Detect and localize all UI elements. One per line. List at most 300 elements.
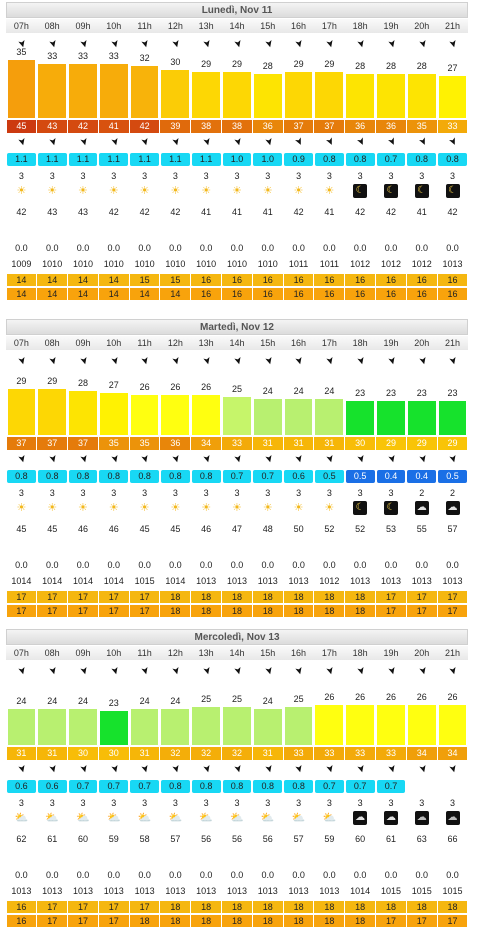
temperature-value: 24 (262, 696, 273, 706)
pressure-value: 1013 (411, 576, 432, 586)
wind-value: 3 (142, 798, 148, 808)
temperature-row (6, 681, 468, 745)
uv-cell (222, 780, 253, 793)
temperature-bar (8, 709, 36, 745)
wind-value: 3 (419, 171, 425, 181)
sea-temp-value: 16 (376, 274, 406, 286)
temperature-bar (8, 60, 36, 118)
temperature-cell (222, 681, 253, 745)
perceived-cell (406, 437, 437, 450)
wind-value: 3 (388, 798, 394, 808)
sea-cell (37, 605, 68, 617)
sea-cell (345, 605, 376, 617)
hour-label: 17h (321, 21, 337, 31)
rain-value: 0.0 (199, 560, 213, 570)
arrow-down-icon: ➤ (415, 763, 429, 775)
direction-cell (191, 38, 222, 52)
sea-temp-value: 17 (376, 591, 406, 603)
perceived-value: 33 (376, 747, 406, 760)
wind-value: 3 (296, 171, 302, 181)
direction-cell (222, 38, 253, 52)
uv-value: 0.7 (377, 153, 406, 166)
direction-cell (37, 763, 68, 777)
pressure-value: 1013 (257, 886, 278, 896)
sea-cell (222, 274, 253, 286)
temperature-bar (69, 64, 97, 118)
temperature-bar (161, 70, 189, 118)
temperature-bar (408, 401, 436, 435)
sea-temp-value: 18 (284, 915, 314, 927)
direction-cell (437, 136, 468, 150)
arrow-down-icon: ➤ (138, 763, 152, 775)
humidity-value: 48 (262, 524, 273, 534)
direction-cell (376, 453, 407, 467)
perceived-cell (345, 120, 376, 133)
rain-value: 0.0 (138, 560, 151, 570)
perceived-cell (191, 120, 222, 133)
direction-cell (222, 763, 253, 777)
uv-value: 0.8 (346, 153, 375, 166)
perceived-row (6, 120, 468, 133)
temperature-value: 28 (77, 378, 88, 388)
moon-cloud-icon: ☁ (447, 502, 458, 513)
temperature-cell (6, 681, 37, 745)
moon-cloud-icon: ☁ (385, 812, 396, 823)
arrow-down-icon: ➤ (415, 453, 429, 465)
uv-cell (98, 470, 129, 483)
temperature-cell (191, 371, 222, 435)
perceived-value: 38 (191, 120, 221, 133)
uv-cell (283, 153, 314, 166)
hour-label: 09h (75, 338, 91, 348)
moon-icon: ☾ (415, 184, 429, 198)
humidity-value: 60 (355, 834, 366, 844)
pressure-value: 1010 (165, 259, 186, 269)
sea-temp-value: 16 (314, 288, 344, 300)
direction-cell (376, 136, 407, 150)
sea-temp-value: 17 (7, 591, 37, 603)
uv-value: 1.1 (69, 153, 98, 166)
direction-cell (37, 136, 68, 150)
sun-icon: ☀ (16, 502, 27, 514)
hour-label: 07h (13, 21, 29, 31)
uv-cell (406, 780, 437, 793)
pressure-value: 1010 (72, 259, 93, 269)
temperature-cell (222, 54, 253, 118)
sea-cell (345, 915, 376, 927)
icon-cell (437, 184, 468, 200)
humidity-value: 57 (447, 524, 458, 534)
arrow-down-icon: ➤ (77, 38, 90, 50)
perceived-value: 37 (37, 437, 67, 450)
uv-value: 0.7 (69, 780, 98, 793)
uv-row (6, 470, 468, 483)
sea-temp-value: 16 (284, 274, 314, 286)
arrow-down-icon: ➤ (231, 136, 244, 148)
perceived-value: 39 (160, 120, 190, 133)
direction-cell (252, 136, 283, 150)
temperature-cell (437, 681, 468, 745)
rain-value: 0.0 (446, 870, 459, 880)
sea-cell (37, 901, 68, 913)
temperature-value: 26 (139, 382, 150, 392)
temperature-cell (406, 371, 437, 435)
sea-cell (129, 901, 160, 913)
sea-cell (437, 591, 468, 603)
sea-temp-row-2 (6, 288, 468, 300)
day-title: Martedì, Nov 12 (6, 319, 468, 335)
rain-value: 0.0 (169, 870, 182, 880)
rain-value: 0.0 (323, 560, 336, 570)
pressure-value: 1011 (288, 259, 309, 269)
pressure-row (6, 885, 468, 897)
perceived-cell (222, 120, 253, 133)
sea-temp-value: 16 (407, 274, 437, 286)
arrow-down-icon: ➤ (415, 355, 429, 367)
rain-value: 0.0 (169, 243, 182, 253)
perceived-value: 31 (284, 437, 314, 450)
temperature-value: 27 (447, 63, 458, 73)
perceived-cell (252, 120, 283, 133)
perceived-cell (252, 437, 283, 450)
uv-cell (252, 153, 283, 166)
temperature-cell (68, 371, 99, 435)
arrow-down-icon: ➤ (231, 355, 244, 367)
sea-cell (314, 591, 345, 603)
humidity-value: 42 (16, 207, 27, 217)
sea-temp-value: 14 (99, 274, 129, 286)
direction-cell (345, 665, 376, 679)
rain-value: 0.0 (45, 243, 59, 253)
weather-icons-row (6, 501, 468, 517)
icon-cell (252, 811, 283, 827)
uv-value: 0.8 (253, 780, 282, 793)
pressure-row (6, 575, 468, 587)
pressure-value: 1010 (226, 259, 247, 269)
wind-value: 3 (203, 488, 209, 498)
humidity-row (6, 206, 468, 218)
temperature-value: 24 (262, 386, 273, 396)
direction-cell (406, 355, 437, 369)
temperature-bar (131, 66, 159, 118)
sea-cell (98, 901, 129, 913)
hour-label: 14h (229, 338, 245, 348)
sea-temp-value: 17 (130, 591, 160, 603)
wind-value: 3 (326, 488, 332, 498)
sea-cell (6, 605, 37, 617)
hour-label: 11h (137, 21, 152, 31)
wind-value: 3 (18, 488, 24, 498)
direction-cell (376, 763, 407, 777)
partly-sunny-icon: ⛅ (291, 812, 306, 824)
icon-cell (314, 184, 345, 200)
arrow-down-icon: ➤ (385, 38, 398, 50)
direction-cell (37, 665, 68, 679)
temperature-cell (37, 371, 68, 435)
hour-label: 13h (198, 648, 214, 658)
wind-value: 2 (450, 488, 456, 498)
icon-cell (406, 501, 437, 517)
direction-cell (160, 665, 191, 679)
rain-value: 0.0 (45, 560, 59, 570)
arrow-down-icon: ➤ (46, 136, 60, 148)
perceived-cell (6, 120, 37, 133)
temperature-cell (129, 371, 160, 435)
pressure-value: 1013 (288, 886, 309, 896)
arrow-down-icon: ➤ (323, 135, 337, 148)
cloudy-night-icon: ☁ (416, 812, 427, 823)
sun-icon: ☀ (262, 502, 273, 514)
arrow-down-icon: ➤ (292, 665, 306, 677)
uv-value: 0.7 (99, 780, 128, 793)
arrow-down-icon: ➤ (138, 665, 152, 677)
sun-icon: ☀ (201, 502, 212, 514)
sun-icon: ☀ (232, 502, 242, 514)
perceived-value: 33 (345, 747, 375, 760)
hour-label: 20h (414, 21, 430, 31)
moon-icon: ☾ (384, 184, 398, 198)
direction-cell (314, 38, 345, 52)
sea-temp-value: 17 (438, 591, 468, 603)
sea-temp-value: 18 (191, 901, 221, 913)
arrow-down-icon: ➤ (138, 453, 152, 465)
uv-value: 0.7 (315, 780, 344, 793)
direction-cell (98, 453, 129, 467)
icon-cell (191, 501, 222, 517)
direction-cell (283, 763, 314, 777)
direction-cell (191, 665, 222, 679)
perceived-value: 31 (253, 437, 283, 450)
partly-sunny-icon: ⛅ (14, 812, 29, 824)
hour-label: 09h (75, 648, 91, 658)
arrow-down-icon: ➤ (354, 763, 368, 775)
arrow-down-icon: ➤ (15, 136, 29, 148)
arrow-down-icon: ➤ (107, 453, 121, 465)
sea-cell (191, 591, 222, 603)
rain-value: 0.0 (15, 560, 28, 570)
icon-cell (222, 184, 253, 200)
arrow-down-icon: ➤ (292, 453, 306, 465)
sea-temp-value: 17 (7, 605, 37, 617)
hour-label: 12h (167, 648, 183, 658)
pressure-value: 1013 (103, 886, 124, 896)
uv-cell (314, 153, 345, 166)
pressure-value: 1014 (11, 576, 32, 586)
sea-cell (222, 915, 253, 927)
sea-temp-value: 17 (407, 605, 437, 617)
direction-cell (283, 665, 314, 679)
arrow-down-icon: ➤ (15, 355, 29, 367)
icon-cell (160, 811, 191, 827)
arrow-down-icon: ➤ (415, 38, 429, 50)
humidity-value: 45 (139, 524, 150, 534)
sea-cell (437, 288, 468, 300)
sea-cell (252, 288, 283, 300)
temperature-cell (406, 681, 437, 745)
arrow-down-icon: ➤ (46, 763, 60, 775)
temperature-cell (345, 54, 376, 118)
direction-cell (222, 453, 253, 467)
arrow-down-icon: ➤ (169, 453, 183, 465)
uv-cell (437, 153, 468, 166)
humidity-value: 41 (324, 207, 335, 217)
sea-cell (314, 605, 345, 617)
uv-cell (129, 470, 160, 483)
temperature-bar (192, 707, 220, 745)
icon-cell (98, 501, 129, 517)
sea-cell (191, 288, 222, 300)
direction-cell (406, 38, 437, 52)
humidity-value: 61 (385, 834, 396, 844)
partly-sunny-icon: ⛅ (76, 812, 90, 824)
arrow-down-icon: ➤ (77, 136, 90, 148)
temperature-cell (160, 371, 191, 435)
sea-temp-value: 16 (222, 288, 252, 300)
arrow-down-icon: ➤ (385, 453, 398, 465)
temperature-bar (377, 705, 405, 745)
direction-cell (252, 763, 283, 777)
temperature-cell (37, 681, 68, 745)
perceived-cell (314, 747, 345, 760)
sea-temp-value: 16 (438, 288, 468, 300)
sea-temp-value: 15 (160, 274, 190, 286)
pressure-value: 1014 (72, 576, 93, 586)
humidity-value: 56 (262, 834, 273, 844)
uv-cell (376, 153, 407, 166)
direction-cell (160, 136, 191, 150)
cloudy-night-icon: ☁ (447, 812, 458, 823)
temperature-cell (98, 371, 129, 435)
temperature-cell (222, 371, 253, 435)
arrow-down-icon: ➤ (323, 38, 337, 50)
pressure-value: 1013 (226, 886, 247, 896)
sea-cell (6, 288, 37, 300)
temperature-value: 23 (108, 698, 119, 708)
humidity-value: 46 (77, 524, 88, 534)
sea-cell (345, 901, 376, 913)
pressure-value: 1015 (411, 886, 432, 896)
pressure-value: 1013 (442, 259, 463, 269)
sea-cell (6, 901, 37, 913)
sea-cell (68, 605, 99, 617)
arrow-down-icon: ➤ (231, 665, 244, 677)
arrow-down-icon: ➤ (385, 665, 398, 677)
humidity-row (6, 833, 468, 845)
arrow-down-icon: ➤ (261, 355, 275, 367)
sea-temp-value: 18 (253, 901, 283, 913)
temperature-cell (191, 681, 222, 745)
perceived-row (6, 747, 468, 760)
rain-value: 0.0 (353, 560, 367, 570)
perceived-cell (314, 437, 345, 450)
sea-temp-value: 18 (314, 591, 344, 603)
sea-temp-value: 17 (407, 915, 437, 927)
temperature-value: 29 (201, 59, 212, 69)
sun-icon: ☀ (324, 502, 335, 514)
rain-value: 0.0 (261, 870, 275, 880)
uv-cell (37, 780, 68, 793)
humidity-value: 50 (293, 524, 304, 534)
hour-label: 10h (106, 338, 122, 348)
arrow-down-icon: ➤ (231, 38, 244, 50)
direction-cell (6, 453, 37, 467)
weather-icons-row (6, 811, 468, 827)
arrow-down-icon: ➤ (292, 38, 306, 50)
arrow-down-icon: ➤ (415, 665, 429, 677)
uv-cell (314, 470, 345, 483)
temperature-bar (315, 399, 343, 435)
icon-cell (37, 811, 68, 827)
icon-cell (376, 811, 407, 827)
temperature-value: 25 (293, 694, 304, 704)
hours-row (6, 19, 468, 33)
temperature-cell (283, 681, 314, 745)
sea-temp-value: 18 (314, 901, 344, 913)
direction-cell (191, 453, 222, 467)
sea-temp-value: 14 (130, 288, 160, 300)
uv-cell (222, 153, 253, 166)
icon-cell (129, 501, 160, 517)
arrow-down-icon: ➤ (231, 453, 244, 465)
arrow-down-icon: ➤ (292, 135, 306, 148)
humidity-value: 45 (170, 524, 181, 534)
sea-cell (252, 274, 283, 286)
direction-cell (314, 453, 345, 467)
sea-cell (68, 591, 99, 603)
rain-value: 0.0 (384, 870, 398, 880)
sea-temp-value: 18 (253, 605, 283, 617)
sea-temp-value: 14 (7, 288, 37, 300)
sea-cell (376, 901, 407, 913)
humidity-value: 57 (170, 834, 181, 844)
direction-cell (222, 665, 253, 679)
sea-cell (129, 288, 160, 300)
direction-cell (68, 665, 99, 679)
direction-cell (129, 763, 160, 777)
hour-label: 21h (445, 648, 461, 658)
temperature-bar (223, 707, 251, 745)
hour-label: 14h (229, 21, 245, 31)
perceived-cell (406, 747, 437, 760)
perceived-value: 30 (68, 747, 98, 760)
sea-temp-value: 14 (68, 288, 98, 300)
sea-cell (6, 274, 37, 286)
temperature-value: 32 (139, 53, 150, 63)
arrow-down-icon: ➤ (46, 453, 60, 465)
arrow-down-icon: ➤ (323, 355, 337, 367)
humidity-value: 41 (201, 207, 212, 217)
icon-cell (406, 184, 437, 200)
sea-cell (252, 591, 283, 603)
sea-cell (98, 605, 129, 617)
day-title: Mercoledì, Nov 13 (6, 629, 468, 645)
hour-label: 13h (198, 338, 214, 348)
temperature-cell (314, 54, 345, 118)
uv-value: 1.1 (161, 153, 190, 166)
sea-cell (376, 274, 407, 286)
humidity-value: 45 (16, 524, 27, 534)
icon-cell (314, 501, 345, 517)
rain-value: 0.0 (230, 560, 244, 570)
humidity-value: 42 (108, 207, 119, 217)
sea-cell (68, 915, 99, 927)
humidity-value: 42 (139, 207, 150, 217)
temperature-value: 28 (416, 61, 427, 71)
arrow-down-icon: ➤ (354, 665, 368, 677)
humidity-value: 42 (355, 207, 366, 217)
uv-value: 0.8 (315, 153, 344, 166)
rain-value: 0.0 (446, 243, 459, 253)
